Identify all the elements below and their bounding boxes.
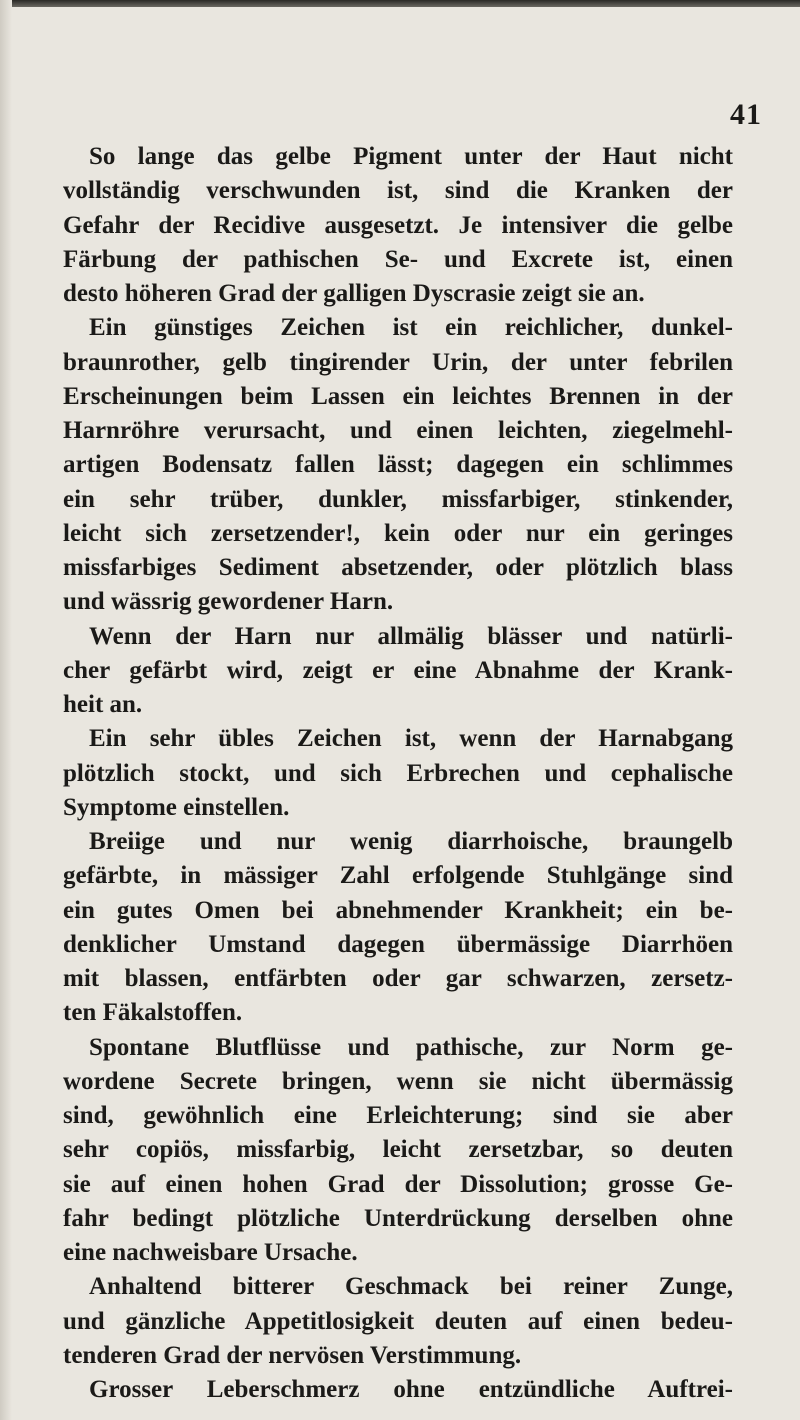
page-top-edge — [0, 0, 800, 7]
text-line: wordene Secrete bringen, wenn sie nicht übermässig — [63, 1067, 733, 1095]
text-line: desto höheren Grad der galligen Dyscrasie zeigt sie an. — [63, 280, 645, 307]
text-line: Spontane Blutflüsse und pathische, zur Norm ge- — [89, 1033, 733, 1061]
text-line: braunrother, gelb tingirender Urin, der unter febrilen — [63, 348, 733, 376]
text-line: Ein sehr übles Zeichen ist, wenn der Harnabgang — [89, 725, 733, 753]
text-line: plötzlich stockt, und sich Erbrechen und cephalische — [63, 759, 733, 787]
text-line: Erscheinungen beim Lassen ein leichtes Brennen in der — [63, 382, 733, 410]
text-line: und wässrig gewordener Harn. — [63, 588, 394, 616]
text-line: mit blassen, entfärbten oder gar schwarzen, zersetz- — [63, 965, 733, 992]
text-line: Gefahr der Recidive ausgesetzt. Je intensiver die gelbe — [63, 211, 733, 239]
text-line: gefärbte, in mässiger Zahl erfolgende Stuhlgänge sind — [63, 862, 733, 890]
body-text — [63, 140, 733, 1407]
text-line: missfarbiges Sediment absetzender, oder plötzlich blass — [63, 554, 733, 581]
text-line: vollständig verschwunden ist, sind die Kranken der — [63, 177, 733, 205]
text-line: ein sehr trüber, dunkler, missfarbiger, stinkender, — [63, 485, 733, 513]
text-line: tenderen Grad der nervösen Verstimmung. — [63, 1341, 522, 1369]
page-binding-shadow — [0, 0, 12, 1420]
text-line: heit an. — [63, 691, 143, 718]
text-line: sehr copiös, missfarbig, leicht zersetzbar, so deuten — [63, 1136, 733, 1164]
text-line: sie auf einen hohen Grad der Dissolution; grosse Ge- — [63, 1170, 733, 1198]
page-number: 41 — [730, 98, 762, 131]
text-line: Wenn der Harn nur allmälig blässer und natürli- — [89, 622, 733, 650]
text-line: Anhaltend bitterer Geschmack bei reiner Zunge, — [89, 1273, 733, 1301]
text-line: Symptome einstellen. — [63, 793, 290, 821]
text-line: cher gefärbt wird, zeigt er eine Abnahme der Krank- — [63, 656, 733, 684]
text-line: Breiige und nur wenig diarrhoische, braungelb — [89, 828, 733, 855]
text-line: ten Fäkalstoffen. — [63, 999, 243, 1027]
text-line: Grosser Leberschmerz ohne entzündliche Auftrei- — [89, 1376, 733, 1403]
text-line: Ein günstiges Zeichen ist ein reichlicher, dunkel- — [89, 314, 733, 342]
text-line: artigen Bodensatz fallen lässt; dagegen ein schlimmes — [63, 451, 733, 479]
text-line: eine nachweisbare Ursache. — [63, 1239, 358, 1266]
text-line: ein gutes Omen bei abnehmender Krankheit; ein be- — [63, 896, 733, 924]
text-line: So lange das gelbe Pigment unter der Haut nicht — [89, 143, 733, 170]
text-line: Harnröhre verursacht, und einen leichten, ziegelmehl- — [63, 417, 733, 444]
text-line: Färbung der pathischen Se- und Excrete ist, einen — [63, 245, 733, 273]
text-line: fahr bedingt plötzliche Unterdrückung derselben ohne — [63, 1204, 733, 1232]
text-line: und gänzliche Appetitlosigkeit deuten auf einen bedeu- — [63, 1307, 733, 1335]
text-line: sind, gewöhnlich eine Erleichterung; sind sie aber — [63, 1102, 733, 1129]
text-line: denklicher Umstand dagegen übermässige Diarrhöen — [63, 930, 733, 958]
text-line: leicht sich zersetzender!, kein oder nur ein geringes — [63, 519, 733, 547]
